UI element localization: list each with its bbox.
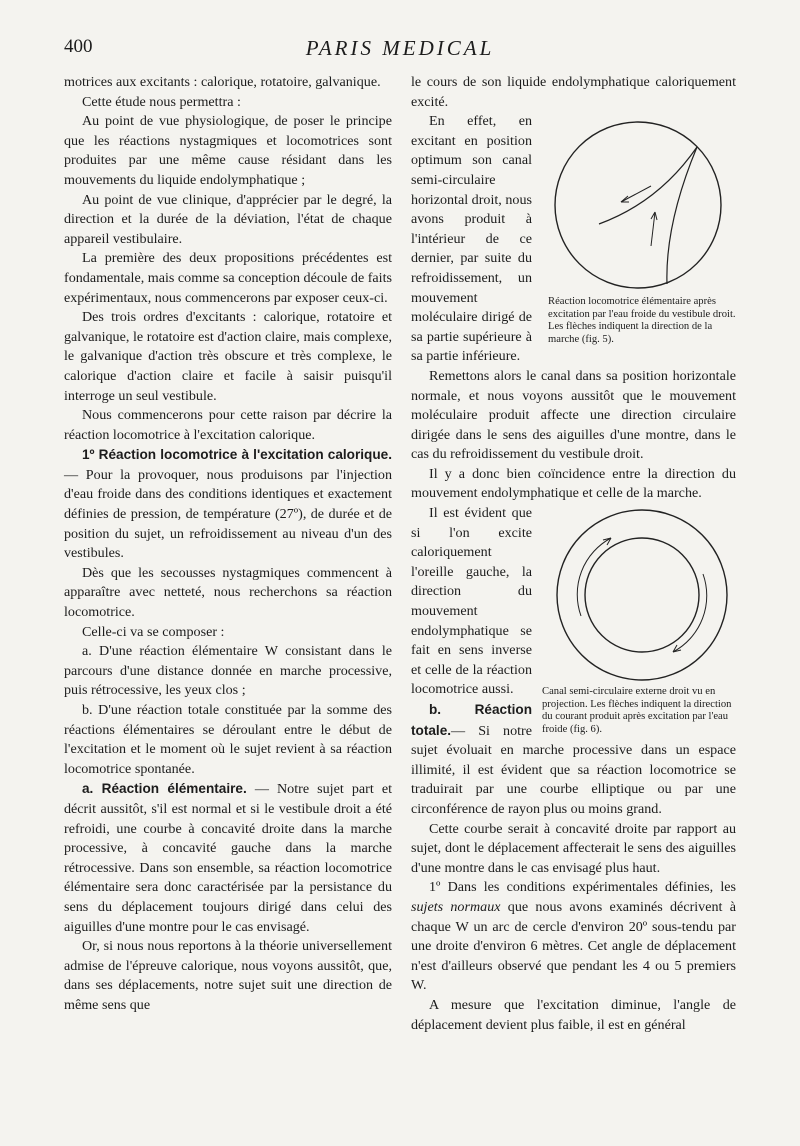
figure-5-caption: Réaction locomotrice élémentaire après excitation par l'eau froide du vestibule droit. Les flèches indiquent la direction de la marche (fig. 5). bbox=[548, 296, 736, 345]
paragraph: motrices aux excitants : calorique, rotatoire, galvanique. bbox=[64, 74, 381, 90]
section-heading: a. Réaction élémentaire. bbox=[82, 781, 247, 797]
current-arc bbox=[673, 574, 707, 652]
section-paragraph bbox=[64, 445, 392, 564]
figure-6 bbox=[540, 504, 744, 736]
paragraph: Nous commencerons pour cette raison par décrire la réaction locomotrice à l'excitation calorique. bbox=[64, 407, 392, 443]
paragraph: Remettons alors le canal dans sa position horizontale normale, et nous voyons aussitôt que le mouvement moléculaire produit affecte une direction circulaire dirigée dans le sens des aiguilles d'une montre, dans le cas du refroidissement du vestibule droit. bbox=[411, 367, 736, 463]
paragraph: Cette étude nous permettra : bbox=[82, 93, 241, 110]
page-header bbox=[0, 36, 800, 66]
paragraph-text: — Si notre sujet évoluait en marche processive dans un espace illimité, il est évident que sa réaction locomotrice se traduirait par une courbe elliptique ou par une circonférence de rayon plus ou moins grand. bbox=[411, 722, 736, 817]
arrow-icon bbox=[621, 196, 629, 202]
paragraph: Cette courbe serait à concavité droite par rapport au sujet, dont le déplacement affecterait le sens des aiguilles d'une montre dans le cas envisagé plus haut. bbox=[411, 820, 736, 876]
paragraph: En effet, en excitant en position optimum son canal semi-circulaire horizontal droit, nous avons produit à l'intérieur de ce dernier, par suite du refroidissement, un mouvement moléculaire dirigé de sa partie supérieure à sa partie inférieure. bbox=[411, 113, 532, 365]
figure-6-caption: Canal semi-circulaire externe droit vu en projection. Les flèches indiquent la direction du courant produit après excitation par l'eau froide (fig. 6). bbox=[542, 686, 732, 735]
canal-inner-circle bbox=[585, 538, 699, 652]
paragraph bbox=[411, 878, 736, 996]
paragraph: A mesure que l'excitation diminue, l'angle de déplacement devient plus faible, il est en général bbox=[411, 996, 736, 1033]
page-number: 400 bbox=[64, 36, 93, 57]
paragraph: a. D'une réaction élémentaire W consistant dans le parcours d'une distance donnée en marche processive, puis rétrocessive, les yeux clos ; bbox=[64, 643, 392, 699]
right-column bbox=[411, 73, 736, 1035]
paragraph: b. D'une réaction totale constituée par la somme des réactions élémentaires se déroulant entre le début de l'excitation et le moment où le sujet revient à sa réaction locomotrice spontanée. bbox=[64, 702, 392, 777]
paragraph: Au point de vue clinique, d'apprécier par le degré, la direction et la durée de la déviation, l'état de chaque appareil vestibulaire. bbox=[64, 191, 392, 247]
emphasis-text: sujets normaux bbox=[411, 898, 501, 915]
paragraph: Il y a donc bien coïncidence entre la direction du mouvement endolymphatique et celle de la marche. bbox=[411, 465, 736, 502]
running-head: PARIS MEDICAL bbox=[305, 36, 495, 60]
canal-outer-circle bbox=[557, 510, 727, 680]
paragraph: Il est évident que si l'on excite caloriquement l'oreille gauche, la direction du mouvement endolymphatique se fait en sens inverse et celle de la réaction locomotrice aussi. bbox=[411, 505, 532, 698]
paragraph-text: — Pour la provoquer, nous produisons par l'injection d'eau froide dans des conditions identiques et exactement définies de pression, de température (27º), de durée et de position du sujet, un refroidissement au niveau d'un des vestibules. bbox=[64, 466, 392, 562]
figure-5 bbox=[540, 114, 736, 346]
paragraph: La première des deux propositions précédentes est fondamentale, mais comme sa conception découle de faits expérimentaux, nous commencerons par exposer ceux-ci. bbox=[64, 250, 392, 306]
paragraph: Au point de vue physiologique, de poser le principe que les réactions nystagmiques et locomotrices sont produites par une même cause résidant dans les mouvements du liquide endolymphatique ; bbox=[64, 113, 392, 188]
path-curve bbox=[667, 147, 697, 284]
paragraph-text: que nous avons examinés décrivent à chaque W un arc de cercle d'environ 20º sous-tendu par une droite d'environ 6 mètres. Cet angle de déplacement n'est d'ailleurs observé que pendant les 4 ou 5 premiers W. bbox=[411, 898, 736, 994]
paragraph: Des trois ordres d'excitants : calorique, rotatoire et galvanique, le rotatoire est d'action claire, mais complexe, le galvanique d'action très obscure et très complexe, le calorique d'action claire et facile à saisir puisqu'il interroge un seul vestibule. bbox=[64, 309, 392, 404]
figure-5-diagram bbox=[547, 114, 729, 296]
section-paragraph bbox=[64, 779, 392, 937]
paragraph-text: — Notre sujet part et décrit aussitôt, s'il est normal et si le vestibule droit a été refroidi, une courbe à concavité droite dans la marche processive, à concavité gauche dans la marche rétrocessive. Dans son ensemble, sa réaction locomotrice élémentaire sera donc caractérisée par la persistance du sens du déplacement toujours dirigé dans celui des aiguilles d'une montre pour le cas envisagé. bbox=[64, 781, 392, 935]
paragraph: Dès que les secousses nystagmiques commencent à apparaître avec netteté, nous recherchons sa réaction locomotrice. bbox=[64, 564, 392, 621]
section-heading: b. Réaction totale. bbox=[411, 702, 532, 738]
left-column bbox=[64, 73, 392, 1016]
section-heading: 1º Réaction locomotrice à l'excitation calorique. bbox=[82, 447, 392, 463]
paragraph-text: 1º Dans les conditions expérimentales définies, les bbox=[429, 879, 736, 896]
current-arc bbox=[577, 538, 611, 616]
paragraph: Celle-ci va se composer : bbox=[82, 623, 225, 640]
paragraph: le cours de son liquide endolymphatique caloriquement excité. bbox=[411, 74, 736, 110]
paragraph: Or, si nous nous reportons à la théorie universellement admise de l'épreuve calorique, nous voyons aussitôt, que, dans ses déplacements, notre sujet suit une direction de même sens que bbox=[64, 938, 392, 1013]
figure-6-diagram bbox=[551, 504, 733, 686]
